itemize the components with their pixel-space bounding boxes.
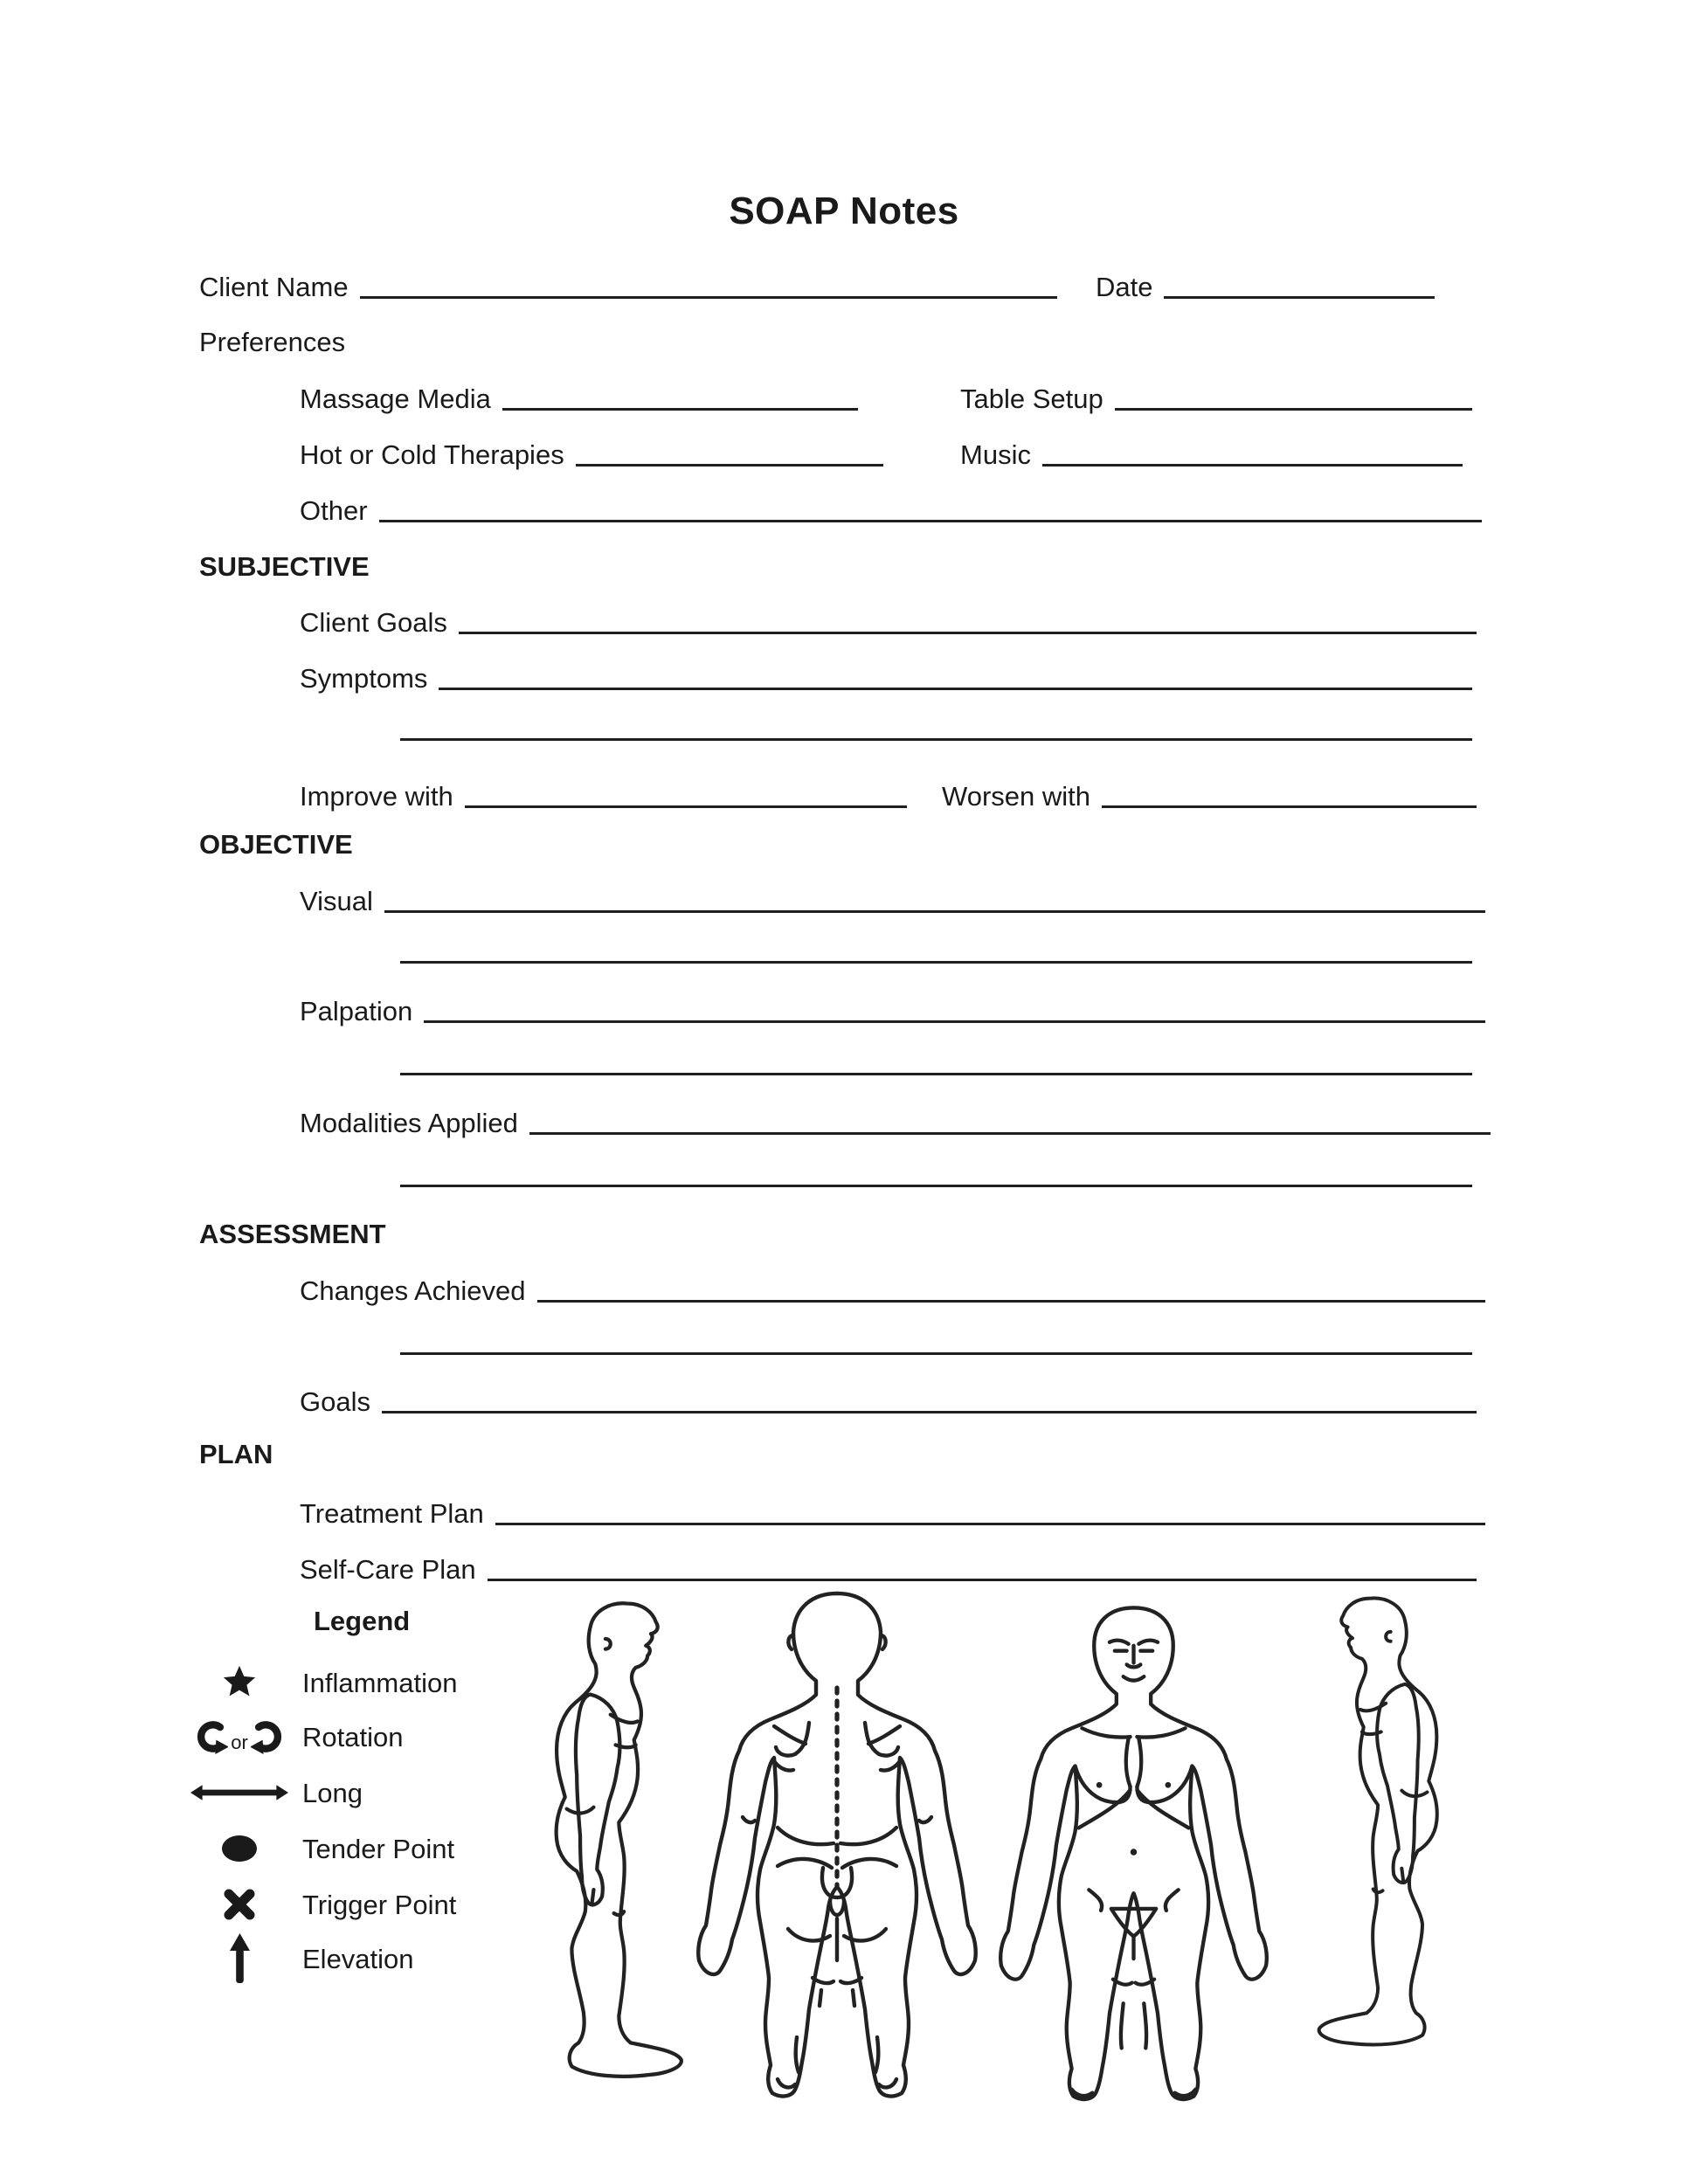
rotation-arrows-icon <box>189 1717 290 1756</box>
legend-heading: Legend <box>314 1606 411 1636</box>
modalities-continuation-row <box>400 1156 1472 1196</box>
assessment-goals-field[interactable] <box>382 1411 1477 1413</box>
changes-continuation-row <box>400 1324 1472 1364</box>
date-label: Date <box>1096 272 1153 302</box>
star-icon <box>189 1663 290 1702</box>
assessment-goals-row <box>300 1382 1477 1422</box>
massage-media-label: Massage Media <box>300 384 491 414</box>
table-setup-field[interactable] <box>1115 408 1472 411</box>
legend-label: Long <box>302 1777 363 1808</box>
modalities-continuation-field[interactable] <box>400 1185 1472 1187</box>
changes-achieved-field[interactable] <box>537 1300 1485 1303</box>
changes-achieved-label: Changes Achieved <box>300 1275 526 1306</box>
long-arrow-icon <box>189 1783 290 1802</box>
massage-media-row <box>300 379 858 419</box>
visual-row <box>300 881 1485 922</box>
palpation-continuation-field[interactable] <box>400 1073 1472 1075</box>
tender-point-icon <box>189 1834 290 1863</box>
section-preferences: Preferences <box>199 327 346 357</box>
body-figure-posterior[interactable] <box>693 1586 981 2111</box>
section-plan: PLAN <box>199 1439 273 1469</box>
modalities-label: Modalities Applied <box>300 1108 518 1138</box>
assessment-goals-label: Goals <box>300 1386 370 1417</box>
symptoms-continuation-row <box>400 709 1472 750</box>
modalities-field[interactable] <box>529 1132 1491 1135</box>
trigger-point-icon <box>189 1886 290 1923</box>
treatment-plan-row <box>300 1494 1485 1534</box>
self-care-plan-label: Self-Care Plan <box>300 1554 476 1585</box>
hot-cold-row <box>300 435 883 475</box>
client-name-row <box>199 267 1057 308</box>
palpation-continuation-row <box>400 1044 1472 1084</box>
worsen-with-field[interactable] <box>1102 805 1477 808</box>
other-field[interactable] <box>379 520 1482 522</box>
symptoms-label: Symptoms <box>300 663 428 694</box>
date-row <box>1096 267 1435 308</box>
date-field[interactable] <box>1164 296 1435 299</box>
rotation-or-text: or <box>231 1731 248 1753</box>
visual-continuation-row <box>400 932 1472 972</box>
improve-with-field[interactable] <box>465 805 907 808</box>
visual-continuation-field[interactable] <box>400 961 1472 964</box>
improve-with-label: Improve with <box>300 781 453 812</box>
changes-continuation-field[interactable] <box>400 1352 1472 1355</box>
client-goals-label: Client Goals <box>300 607 447 638</box>
hot-cold-field[interactable] <box>576 464 883 467</box>
other-label: Other <box>300 495 368 526</box>
section-assessment: ASSESSMENT <box>199 1219 386 1249</box>
table-setup-row <box>960 379 1472 419</box>
massage-media-field[interactable] <box>502 408 858 411</box>
body-figure-side-left[interactable] <box>1283 1588 1457 2066</box>
legend-label: Inflammation <box>302 1667 458 1698</box>
palpation-field[interactable] <box>424 1020 1485 1023</box>
music-field[interactable] <box>1042 464 1463 467</box>
legend-item-elevation <box>189 1932 414 1985</box>
legend-label: Tender Point <box>302 1833 455 1864</box>
visual-field[interactable] <box>384 910 1485 913</box>
legend-label: Rotation <box>302 1721 404 1752</box>
music-label: Music <box>960 439 1031 470</box>
body-figure-anterior[interactable] <box>996 1592 1271 2112</box>
self-care-plan-field[interactable] <box>488 1579 1477 1581</box>
music-row <box>960 435 1463 475</box>
page-title: SOAP Notes <box>729 190 959 232</box>
table-setup-label: Table Setup <box>960 384 1103 414</box>
client-goals-row <box>300 603 1477 643</box>
improve-with-row <box>300 777 907 817</box>
symptoms-continuation-field[interactable] <box>400 738 1472 741</box>
worsen-with-label: Worsen with <box>942 781 1090 812</box>
symptoms-field[interactable] <box>439 688 1472 690</box>
treatment-plan-label: Treatment Plan <box>300 1498 484 1529</box>
legend-item-rotation <box>189 1711 403 1763</box>
palpation-label: Palpation <box>300 996 413 1026</box>
legend-item-tender-point <box>189 1822 454 1875</box>
hot-cold-label: Hot or Cold Therapies <box>300 439 564 470</box>
legend-label: Trigger Point <box>302 1889 457 1920</box>
legend-item-inflammation <box>189 1656 457 1709</box>
section-objective: OBJECTIVE <box>199 829 353 860</box>
symptoms-row <box>300 659 1472 699</box>
other-row <box>300 491 1482 531</box>
worsen-with-row <box>942 777 1477 817</box>
legend-item-long <box>189 1766 363 1819</box>
visual-label: Visual <box>300 886 373 916</box>
client-goals-field[interactable] <box>459 632 1477 634</box>
client-name-field[interactable] <box>360 296 1057 299</box>
legend-label: Elevation <box>302 1943 414 1974</box>
client-name-label: Client Name <box>199 272 349 302</box>
self-care-plan-row <box>300 1550 1477 1590</box>
elevation-arrow-icon <box>189 1932 290 1985</box>
legend-item-trigger-point <box>189 1878 456 1931</box>
palpation-row <box>300 992 1485 1032</box>
treatment-plan-field[interactable] <box>495 1523 1485 1525</box>
changes-achieved-row <box>300 1271 1485 1311</box>
modalities-row <box>300 1103 1491 1144</box>
section-subjective: SUBJECTIVE <box>199 551 370 582</box>
